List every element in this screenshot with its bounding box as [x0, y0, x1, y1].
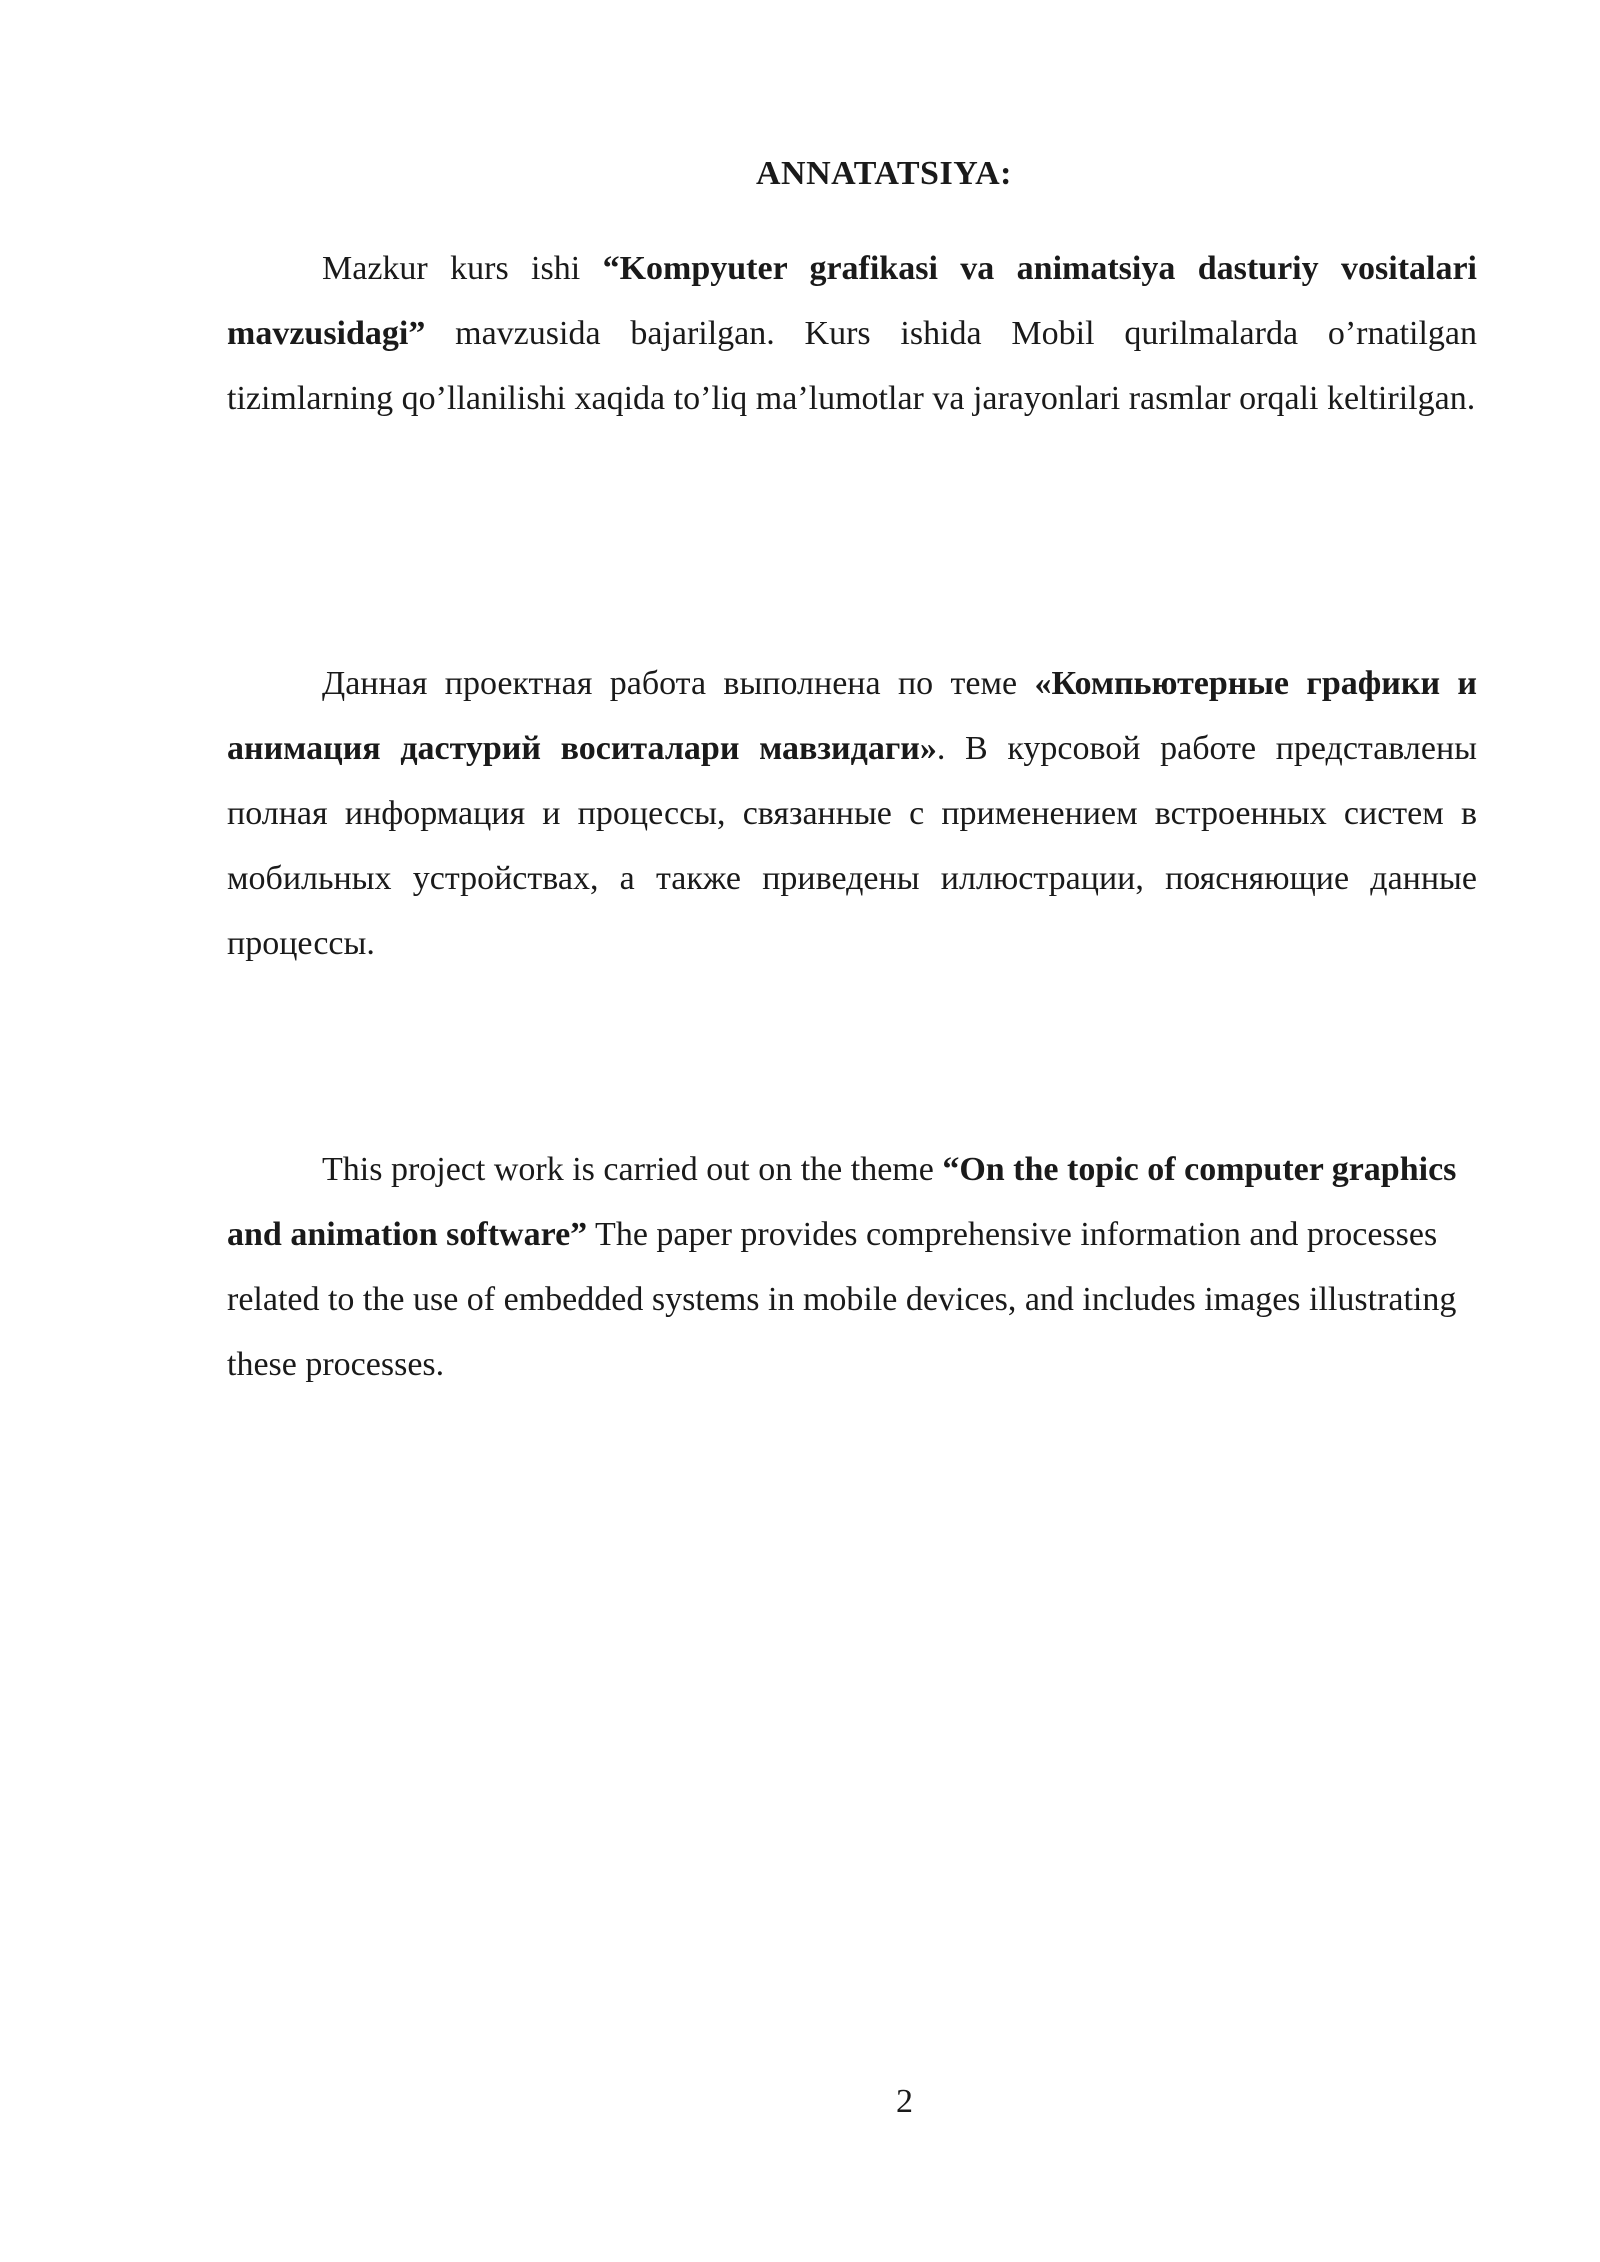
paragraph-uzbek [227, 236, 1477, 431]
page-number-text: 2 [896, 2083, 913, 2120]
paragraph-russian-topic: «Компьютерные графики и анимация дастурий воситалари мавзидаги» [227, 665, 1477, 767]
paragraph-english-lead: This project work is carried out on the theme [322, 1151, 943, 1188]
paragraph-russian-lead: Данная проектная работа выполнена по теме [322, 665, 1035, 702]
paragraph-uzbek-lead: Mazkur kurs ishi [322, 250, 603, 287]
paragraph-uzbek-topic: “Kompyuter grafikasi va animatsiya dasturiy vositalari mavzusidagi” [227, 250, 1477, 352]
paragraph-english-topic: “On the topic of computer graphics and animation software” [227, 1151, 1457, 1253]
paragraph-english-rest: The paper provides comprehensive information and processes related to the use of embedded systems in mobile devices, and includes images illustrating these processes. [227, 1216, 1457, 1383]
paragraph-russian [227, 651, 1477, 976]
paragraph-russian-rest: . В курсовой работе представлены полная информация и процессы, связанные с применением встроенных систем в мобильных устройствах, а также приведены иллюстрации, поясняющие данные процессы. [227, 730, 1477, 962]
paragraph-uzbek-rest: mavzusida bajarilgan. Kurs ishida Mobil qurilmalarda o’rnatilgan tizimlarning qo’llanilishi xaqida to’liq ma’lumotlar va jarayonlari rasmlar orqali keltirilgan. [227, 315, 1477, 417]
page-title-text: ANNATATSIYA: [756, 155, 1013, 192]
paragraph-english [227, 1137, 1457, 1397]
